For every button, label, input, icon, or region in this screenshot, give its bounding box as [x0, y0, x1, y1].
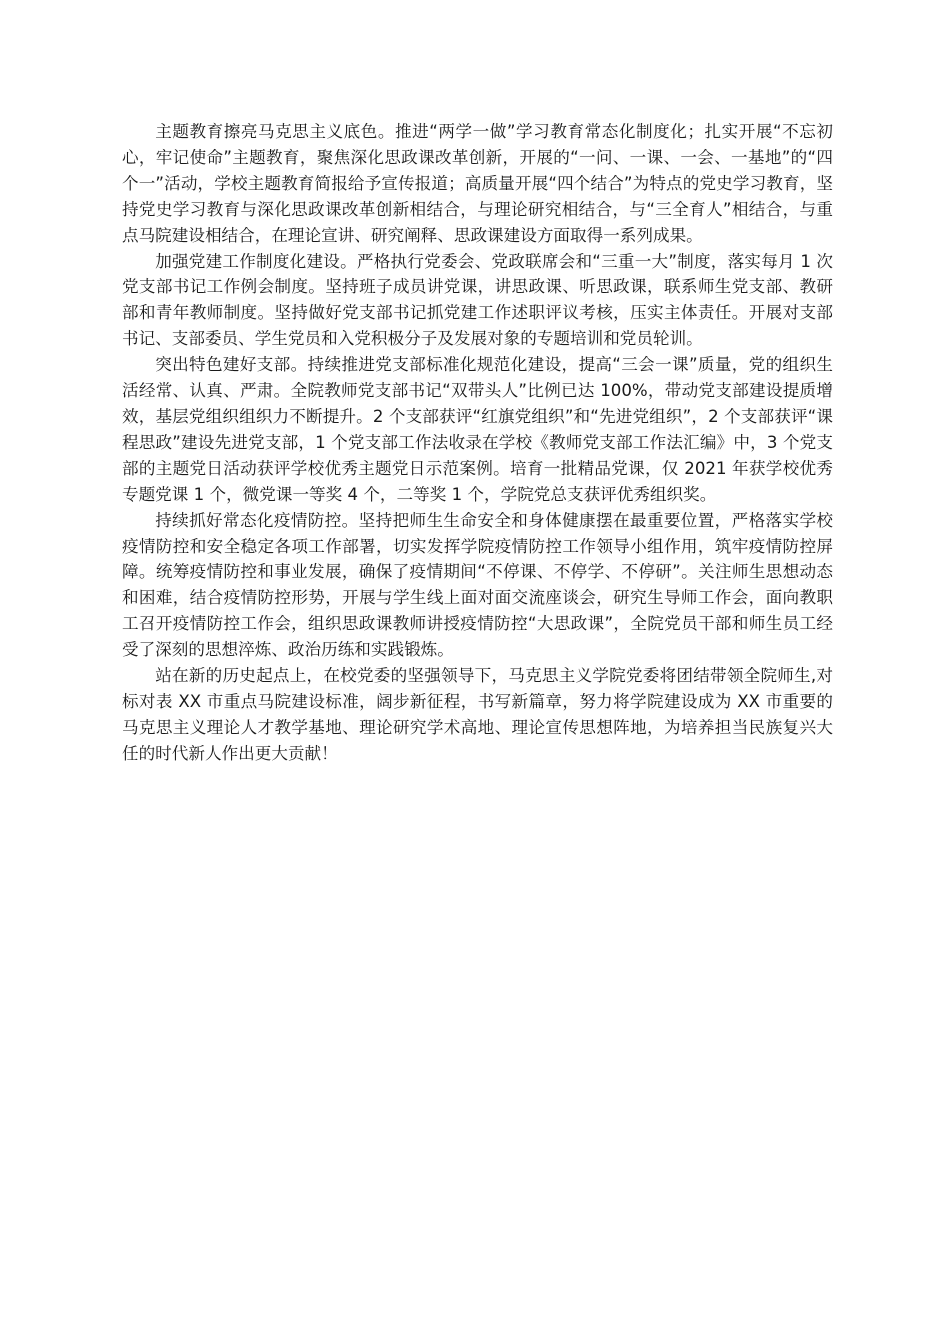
- document-page: [122, 119, 833, 767]
- paragraph-institution-building: 加强党建工作制度化建设。严格执行党委会、党政联席会和“三重一大”制度，落实每月 1 次党支部书记工作例会制度。坚持班子成员讲党课，讲思政课、听思政课，联系师生党支部、教研部和青年教师制度。坚持做好党支部书记抓党建工作述职评议考核，压实主体责任。开展对支部书记、支部委员、学生党员和入党积极分子及发展对象的专题培训和党员轮训。: [122, 251, 833, 349]
- paragraph-branch-building: 突出特色建好支部。持续推进党支部标准化规范化建设，提高“三会一课”质量，党的组织生活经常、认真、严肃。全院教师党支部书记“双带头人”比例已达 100%，带动党支部建设提质增效，基层党组织组织力不断提升。2 个支部获评“红旗党组织”和“先进党组织”，2 个支部获评“课程思政”建设先进党支部，1 个党支部工作法收录在学校《教师党支部工作法汇编》中，3 个党支部的主题党日活动获评学校优秀主题党日示范案例。培育一批精品党课，仅 2021 年获学校优秀专题党课 1 个，微党课一等奖 4 个，二等奖 1 个，学院党总支获评优秀组织奖。: [122, 355, 833, 504]
- paragraph-epidemic-prevention: 持续抓好常态化疫情防控。坚持把师生生命安全和身体健康摆在最重要位置，严格落实学校疫情防控和安全稳定各项工作部署，切实发挥学院疫情防控工作领导小组作用，筑牢疫情防控屏障。统筹疫情防控和事业发展，确保了疫情期间“不停课、不停学、不停研”。关注师生思想动态和困难，结合疫情防控形势，开展与学生线上面对面交流座谈会，研究生导师工作会，面向教职工召开疫情防控工作会，组织思政课教师讲授疫情防控“大思政课”，全院党员干部和师生员工经受了深刻的思想淬炼、政治历练和实践锻炼。: [122, 510, 833, 660]
- paragraph-conclusion: 站在新的历史起点上，在校党委的坚强领导下，马克思主义学院党委将团结带领全院师生,对标对表 XX 市重点马院建设标准，阔步新征程，书写新篇章，努力将学院建设成为 XX 市重要的马克思主义理论人才教学基地、理论研究学术高地、理论宣传思想阵地，为培养担当民族复兴大任的时代新人作出更大贡献！: [122, 666, 833, 763]
- paragraph-party-education: 主题教育擦亮马克思主义底色。推进“两学一做”学习教育常态化制度化；扎实开展“不忘初心，牢记使命”主题教育，聚焦深化思政课改革创新，开展的“一问、一课、一会、一基地”的“四个一”活动，学校主题教育简报给予宣传报道；高质量开展“四个结合”为特点的党史学习教育，坚持党史学习教育与深化思政课改革创新相结合，与理论研究相结合，与“三全育人”相结合，与重点马院建设相结合，在理论宣讲、研究阐释、思政课建设方面取得一系列成果。: [122, 122, 833, 245]
